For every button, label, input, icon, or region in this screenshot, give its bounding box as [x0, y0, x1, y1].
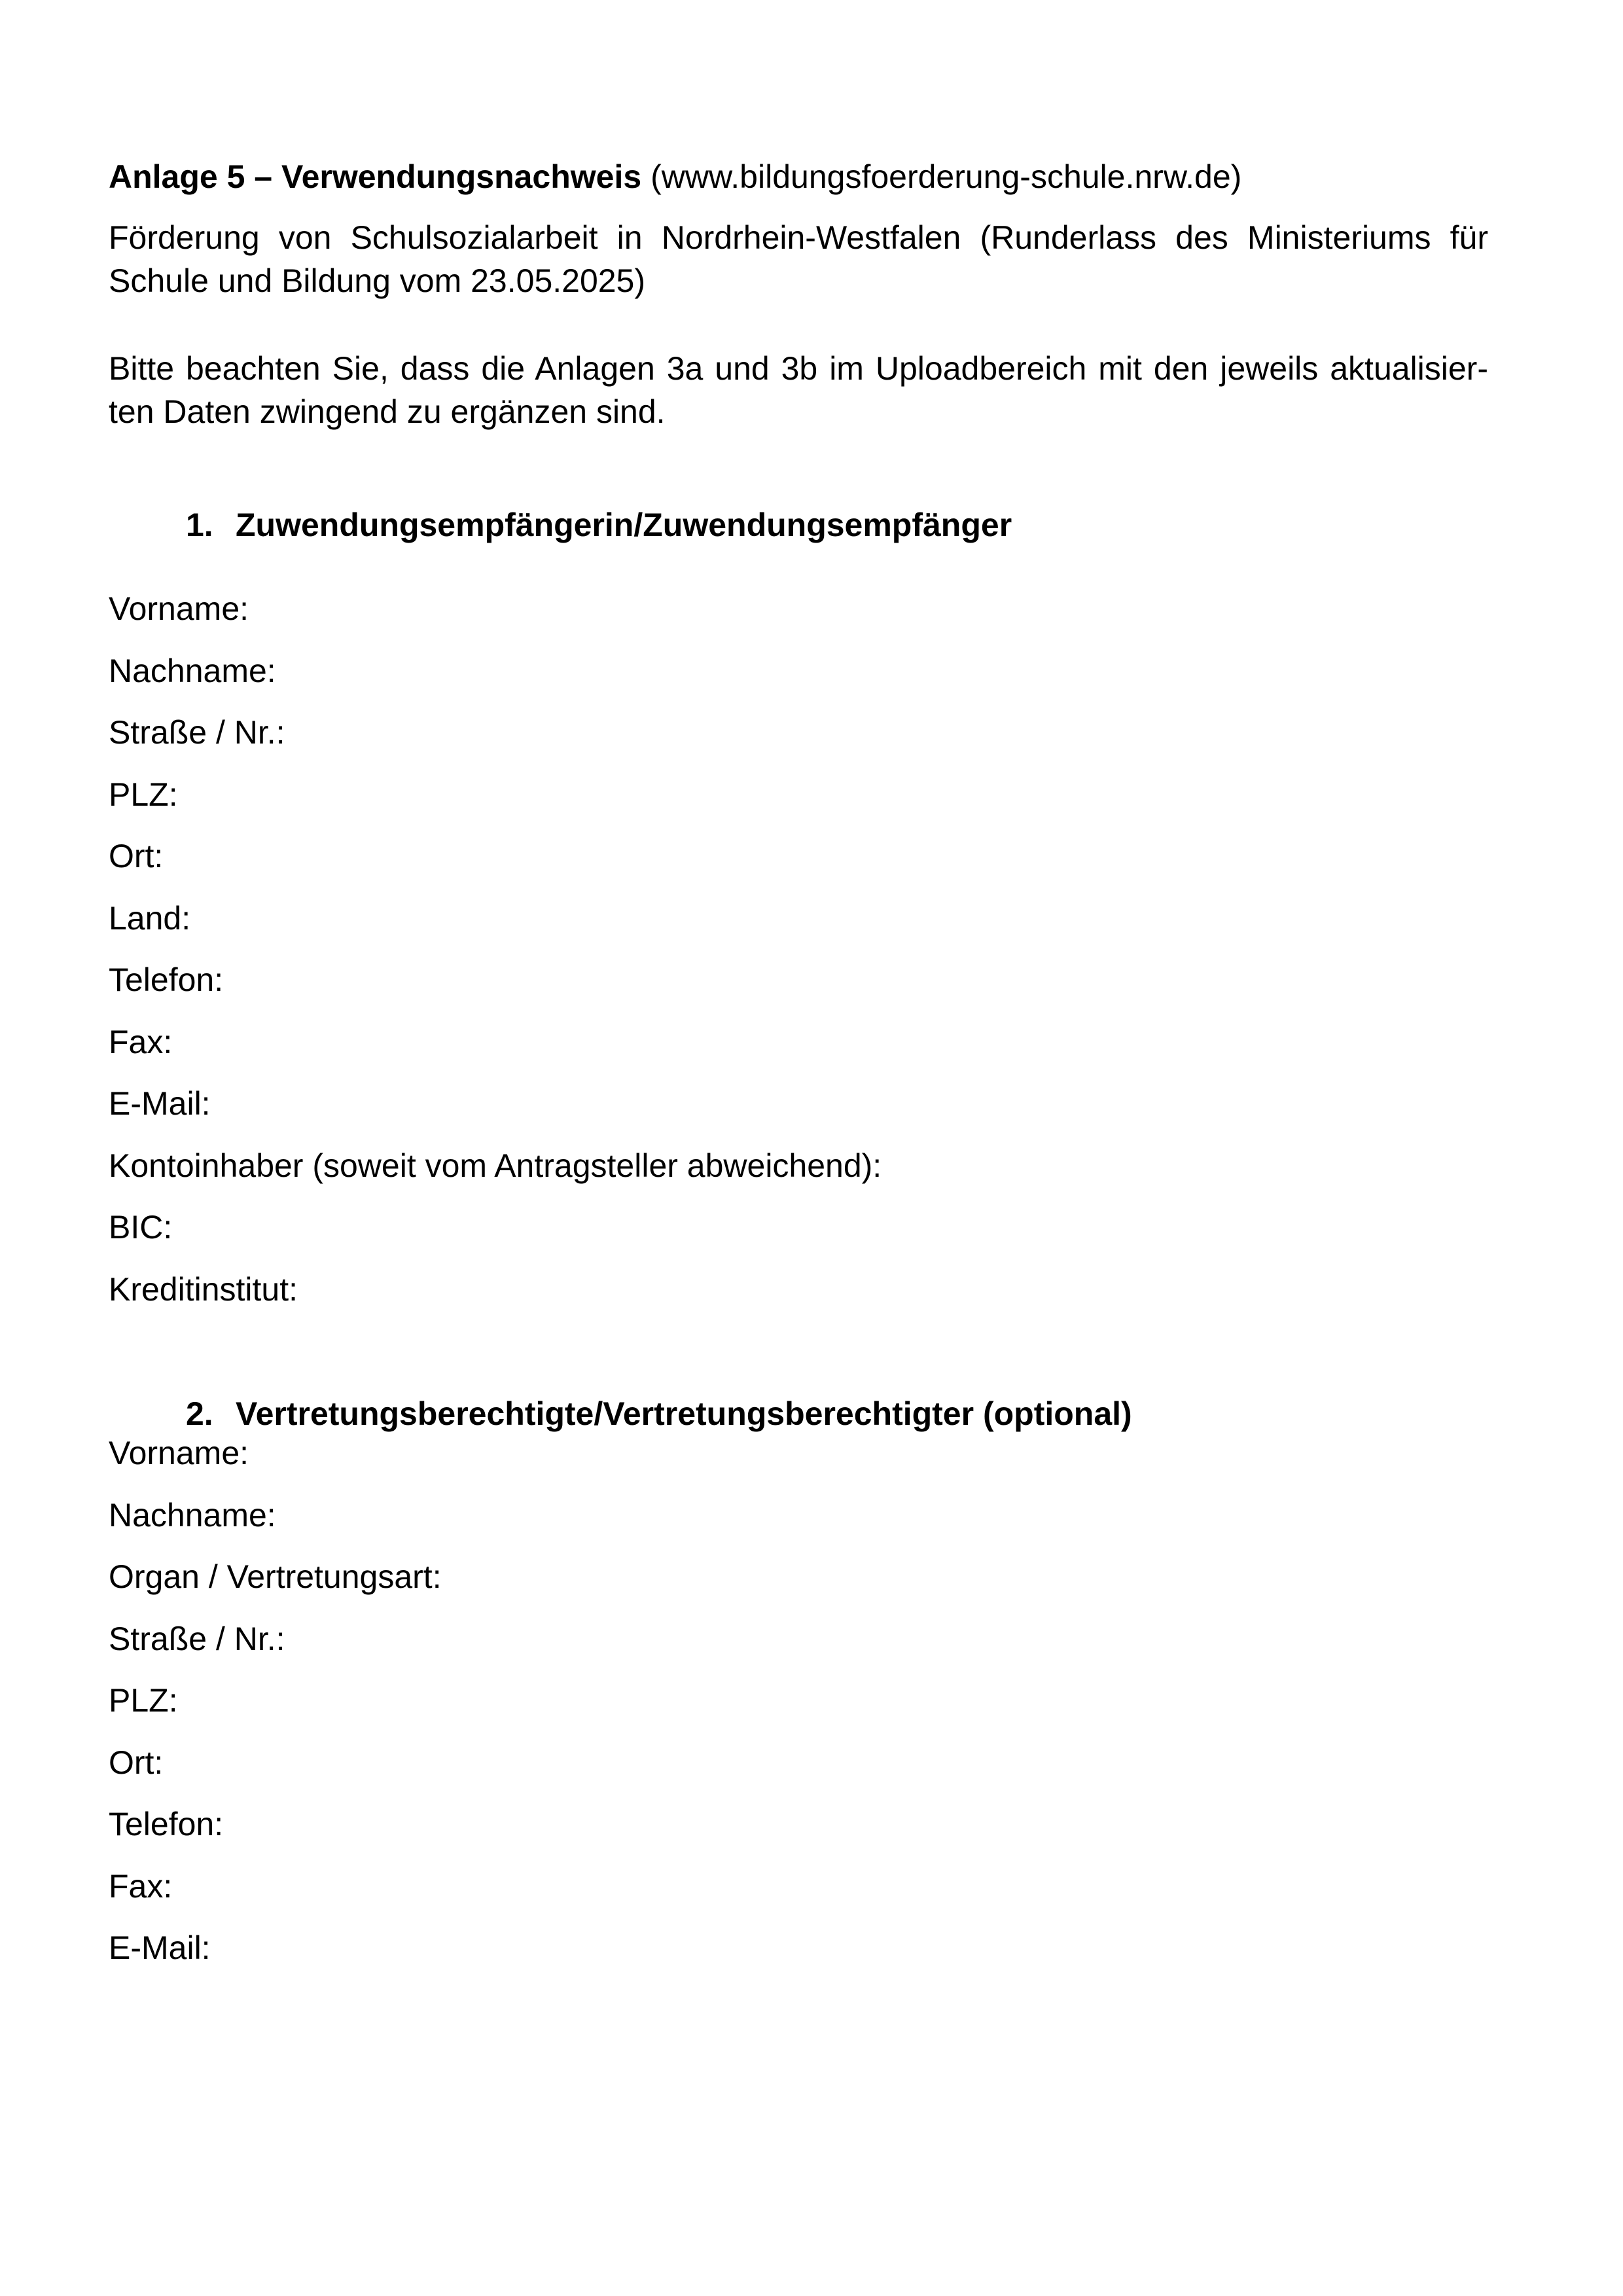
field-label: Land: [109, 899, 191, 937]
field-label: Telefon: [109, 1806, 224, 1842]
section-title: Zuwendungsempfängerin/Zuwendungsempfänger [236, 507, 1012, 543]
section-number: 2. [186, 1395, 213, 1432]
section-title: Vertretungsberechtigte/Vertretungsberechtigter (optional) [236, 1395, 1132, 1432]
section-heading-representative [186, 1394, 1132, 1433]
field-label: Straße / Nr.: [109, 1620, 285, 1657]
field-label: Ort: [109, 838, 164, 874]
field-label: Vorname: [109, 590, 249, 627]
recipient-field-list [109, 589, 882, 1331]
field-label: Telefon: [109, 961, 224, 998]
section-heading-recipient [186, 505, 1012, 545]
field-label: PLZ: [109, 776, 178, 813]
representative-field-list [109, 1433, 442, 1990]
field-label: Nachname: [109, 1496, 276, 1534]
field-label: Vorname: [109, 1435, 249, 1471]
field-label: E-Mail: [109, 1929, 211, 1966]
field-label: BIC: [109, 1209, 173, 1246]
document-title [109, 157, 1241, 196]
field-label: Organ / Vertretungsart: [109, 1558, 442, 1595]
document-title-url: (www.bildungsfoerderung-schule.nrw.de) [651, 158, 1242, 195]
notice-paragraph: Bitte beachten Sie, dass die Anlagen 3a und 3b im Uploadbereich mit den jeweils aktualisier-ten Daten zwingend zu ergänzen sind. [109, 350, 1488, 430]
field-label: Nachname: [109, 652, 276, 689]
field-label: Kreditinstitut: [109, 1270, 298, 1308]
field-label: Ort: [109, 1744, 164, 1781]
field-label: PLZ: [109, 1682, 178, 1719]
field-label: Straße / Nr.: [109, 714, 285, 751]
intro-paragraph: Förderung von Schulsozialarbeit in Nordrhein-Westfalen (Runderlass des Ministeriums für Schule und Bildung vom 23.05.2025) [109, 219, 1488, 299]
field-label: Fax: [109, 1023, 173, 1060]
section-number: 1. [186, 507, 213, 543]
field-label: E-Mail: [109, 1085, 211, 1122]
field-label: Fax: [109, 1867, 173, 1905]
field-label: Kontoinhaber (soweit vom Antragsteller abweichend): [109, 1147, 882, 1184]
document-title-bold: Anlage 5 – Verwendungsnachweis [109, 158, 642, 195]
